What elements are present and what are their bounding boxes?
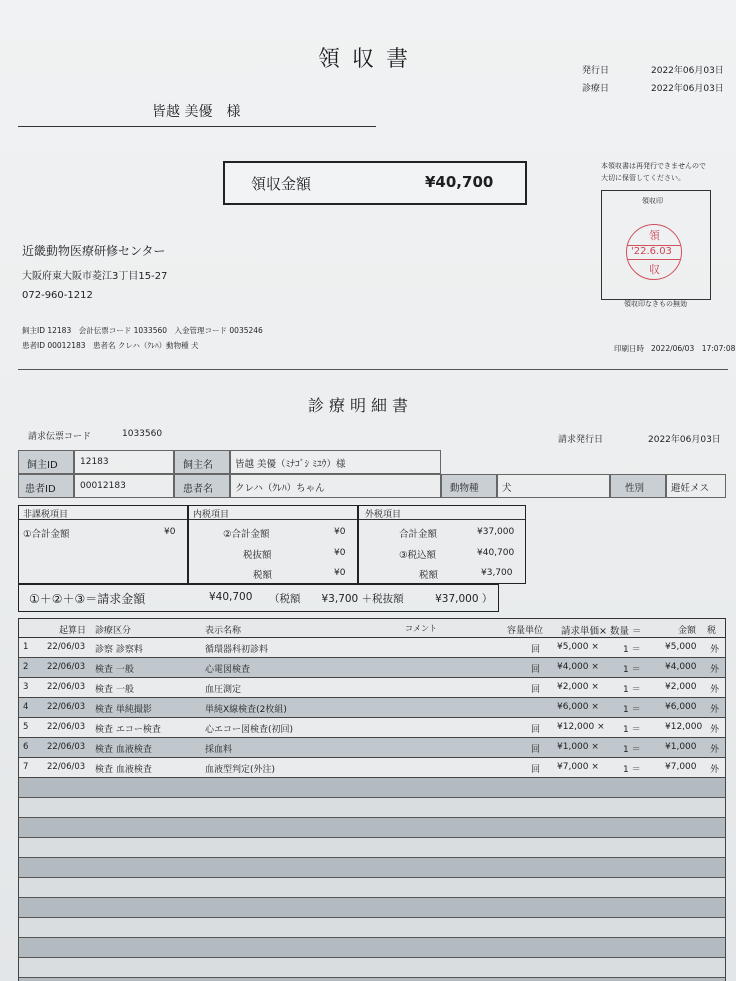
- item-no: 3: [23, 682, 29, 692]
- table-row: [18, 678, 726, 698]
- item-category: 検査 単純撮影: [95, 705, 152, 715]
- recipient-underline: [18, 126, 376, 127]
- item-price: ¥4,000 ×: [557, 662, 599, 672]
- inc-tax-label: 税額: [253, 570, 273, 581]
- item-date: 22/06/03: [47, 762, 86, 772]
- patient-name-cell: クレハ（ｸﾚﾊ）ちゃん: [230, 474, 441, 498]
- item-amount: ¥5,000: [665, 642, 697, 652]
- col-unit: 容量単位: [507, 626, 544, 636]
- notice-line1: 本領収書は再発行できませんので: [601, 162, 706, 170]
- empty-row: [18, 778, 726, 798]
- recipient-name: 皆越 美優 様: [152, 104, 241, 120]
- received-stamp: [626, 224, 682, 280]
- col-amount: 金額: [678, 626, 697, 636]
- col-name: 表示名称: [205, 626, 242, 636]
- table-row: [18, 758, 726, 778]
- item-price: ¥2,000 ×: [557, 682, 599, 692]
- visit-date-label: 診療日: [582, 84, 610, 94]
- ext-tax-label: 税額: [419, 570, 439, 581]
- item-tax: 外: [710, 645, 720, 655]
- item-amount: ¥12,000: [665, 722, 703, 732]
- item-no: 1: [23, 642, 29, 652]
- seal-note: 領収印なきもの無効: [624, 300, 687, 308]
- summary-total: ¥40,700: [209, 591, 253, 603]
- issue-date: 2022年06月03日: [651, 66, 724, 76]
- item-name: 単純X線検査(2枚組): [205, 705, 287, 715]
- item-price: ¥12,000 ×: [557, 722, 605, 732]
- item-category: 検査 血液検査: [95, 765, 152, 775]
- owner-id-cell: 12183: [74, 450, 174, 474]
- empty-row: [18, 818, 726, 838]
- summary-label: ①＋②＋③＝請求金額: [29, 592, 146, 606]
- item-category: 診察 診察料: [95, 645, 143, 655]
- ext-with: ¥40,700: [477, 548, 515, 558]
- item-tax: 外: [710, 765, 720, 775]
- item-date: 22/06/03: [47, 702, 86, 712]
- col-category: 診療区分: [95, 626, 132, 636]
- item-unit: 回: [531, 685, 541, 695]
- stamp-date: '22.6.03: [631, 246, 672, 257]
- item-amount: ¥7,000: [665, 762, 697, 772]
- visit-date: 2022年06月03日: [651, 84, 724, 94]
- owner-name-label-cell: 飼主名: [174, 450, 230, 474]
- items-header: [18, 618, 726, 638]
- amount-label: 領収金額: [251, 175, 312, 193]
- section-divider: [18, 369, 728, 370]
- empty-row: [18, 898, 726, 918]
- item-unit: 回: [531, 665, 541, 675]
- item-amount: ¥4,000: [665, 662, 697, 672]
- stamp-top: 領: [649, 229, 660, 242]
- item-unit: 回: [531, 765, 541, 775]
- species-label-cell: 動物種: [441, 474, 497, 498]
- item-name: 血圧測定: [205, 685, 242, 695]
- inc-net-label: 税抜額: [243, 550, 272, 561]
- col-date: 起算日: [59, 626, 87, 636]
- print-datetime: 2022/06/03 17:07:08: [651, 344, 736, 353]
- item-amount: ¥1,000: [665, 742, 697, 752]
- voucher-code: 1033560: [122, 429, 163, 439]
- inc-tax: ¥0: [334, 568, 346, 578]
- item-date: 22/06/03: [47, 662, 86, 672]
- patient-id-cell: 00012183: [74, 474, 174, 498]
- patient-name-label-cell: 患者名: [174, 474, 230, 498]
- inc-title: 内税項目: [193, 510, 230, 520]
- item-category: 検査 エコー検査: [95, 725, 161, 735]
- col-comment: コメント: [405, 624, 437, 633]
- item-unit: 回: [531, 725, 541, 735]
- exclusive-tax-box: [358, 505, 526, 584]
- table-row: [18, 658, 726, 678]
- amount-value: ¥40,700: [425, 173, 494, 191]
- item-price: ¥1,000 ×: [557, 742, 599, 752]
- ext-title: 外税項目: [365, 510, 402, 520]
- item-no: 4: [23, 702, 29, 712]
- item-name: 採血料: [205, 745, 233, 755]
- notice-line2: 大切に保管してください。: [601, 174, 685, 182]
- empty-row: [18, 918, 726, 938]
- col-tax: 税: [707, 626, 717, 636]
- ext-total: ¥37,000: [477, 527, 515, 537]
- voucher-label: 請求伝票コード: [28, 432, 92, 442]
- amount-box: [223, 161, 527, 205]
- table-row: [18, 718, 726, 738]
- item-qty: 1 ＝: [623, 725, 641, 735]
- col-price-qty: 請求単価× 数量 ＝: [561, 626, 642, 637]
- item-unit: 回: [531, 745, 541, 755]
- empty-row: [18, 838, 726, 858]
- ids-line: 飼主ID 12183 会計伝票コード 1033560 入金管理コード 0035246: [22, 326, 263, 335]
- stamp-bottom: 収: [649, 263, 660, 276]
- empty-row: [18, 858, 726, 878]
- item-name: 心電図検査: [205, 665, 251, 675]
- item-price: ¥6,000 ×: [557, 702, 599, 712]
- statement-title: 診療明細書: [308, 396, 414, 415]
- item-amount: ¥2,000: [665, 682, 697, 692]
- owner-id-label-cell: 飼主ID: [18, 450, 74, 474]
- item-tax: 外: [710, 665, 720, 675]
- table-row: [18, 638, 726, 658]
- nontax-title: 非課税項目: [23, 510, 69, 520]
- item-name: 循環器科初診料: [205, 645, 269, 655]
- item-category: 検査 一般: [95, 685, 134, 695]
- item-qty: 1 ＝: [623, 685, 641, 695]
- item-category: 検査 血液検査: [95, 745, 152, 755]
- table-row: [18, 698, 726, 718]
- inc-net: ¥0: [334, 548, 346, 558]
- empty-row: [18, 878, 726, 898]
- sex-label-cell: 性別: [610, 474, 666, 498]
- inc-total: ¥0: [334, 527, 346, 537]
- empty-rows: [18, 778, 726, 981]
- clinic-address: 大阪府東大阪市菱江3丁目15-27: [22, 271, 168, 282]
- billing-date-label: 請求発行日: [558, 435, 604, 445]
- item-no: 7: [23, 762, 29, 772]
- sex-cell: 避妊メス: [666, 474, 726, 498]
- patient-id-label-cell: 患者ID: [18, 474, 74, 498]
- ext-total-label: 合計金額: [399, 529, 438, 540]
- summary-tax-detail: （税額 ¥3,700 ＋税抜額 ¥37,000 ）: [269, 593, 493, 605]
- item-category: 検査 一般: [95, 665, 134, 675]
- empty-row: [18, 958, 726, 978]
- clinic-phone: 072-960-1212: [22, 290, 93, 301]
- item-tax: 外: [710, 685, 720, 695]
- billing-date: 2022年06月03日: [648, 435, 721, 445]
- item-date: 22/06/03: [47, 742, 86, 752]
- issue-date-label: 発行日: [582, 66, 610, 76]
- empty-row: [18, 798, 726, 818]
- item-name: 血液型判定(外注): [205, 765, 276, 775]
- inclusive-tax-box: [188, 505, 358, 584]
- item-no: 2: [23, 662, 29, 672]
- nontax-total-label: ①合計金額: [23, 529, 70, 540]
- print-label: 印刷日時: [614, 344, 644, 353]
- item-unit: 回: [531, 645, 541, 655]
- table-row: [18, 738, 726, 758]
- nontax-total: ¥0: [164, 527, 176, 537]
- item-date: 22/06/03: [47, 642, 86, 652]
- item-name: 心エコー図検査(初回): [205, 725, 294, 735]
- item-qty: 1 ＝: [623, 665, 641, 675]
- item-date: 22/06/03: [47, 682, 86, 692]
- item-price: ¥5,000 ×: [557, 642, 599, 652]
- item-tax: 外: [710, 745, 720, 755]
- species-cell: 犬: [497, 474, 610, 498]
- item-no: 6: [23, 742, 29, 752]
- seal-box-label: 領収印: [642, 197, 663, 205]
- item-qty: 1 ＝: [623, 765, 641, 775]
- patient-line: 患者ID 00012183 患者名 クレハ（ｸﾚﾊ）動物種 犬: [22, 341, 199, 350]
- item-qty: 1 ＝: [623, 745, 641, 755]
- item-qty: 1 ＝: [623, 645, 641, 655]
- item-amount: ¥6,000: [665, 702, 697, 712]
- empty-row: [18, 938, 726, 958]
- item-price: ¥7,000 ×: [557, 762, 599, 772]
- item-tax: 外: [710, 725, 720, 735]
- billing-summary-box: [18, 584, 499, 612]
- nontax-box: [18, 505, 188, 584]
- item-qty: 1 ＝: [623, 705, 641, 715]
- inc-total-label: ②合計金額: [223, 529, 270, 540]
- ext-tax: ¥3,700: [481, 568, 513, 578]
- item-tax: 外: [710, 705, 720, 715]
- item-date: 22/06/03: [47, 722, 86, 732]
- receipt-title: 領収書: [318, 47, 421, 72]
- item-no: 5: [23, 722, 29, 732]
- owner-name-cell: 皆越 美優（ﾐﾅｺﾞｼ ﾐﾕｳ）様: [230, 450, 441, 474]
- ext-with-label: ③税込額: [399, 550, 437, 561]
- clinic-name: 近畿動物医療研修センター: [22, 244, 166, 258]
